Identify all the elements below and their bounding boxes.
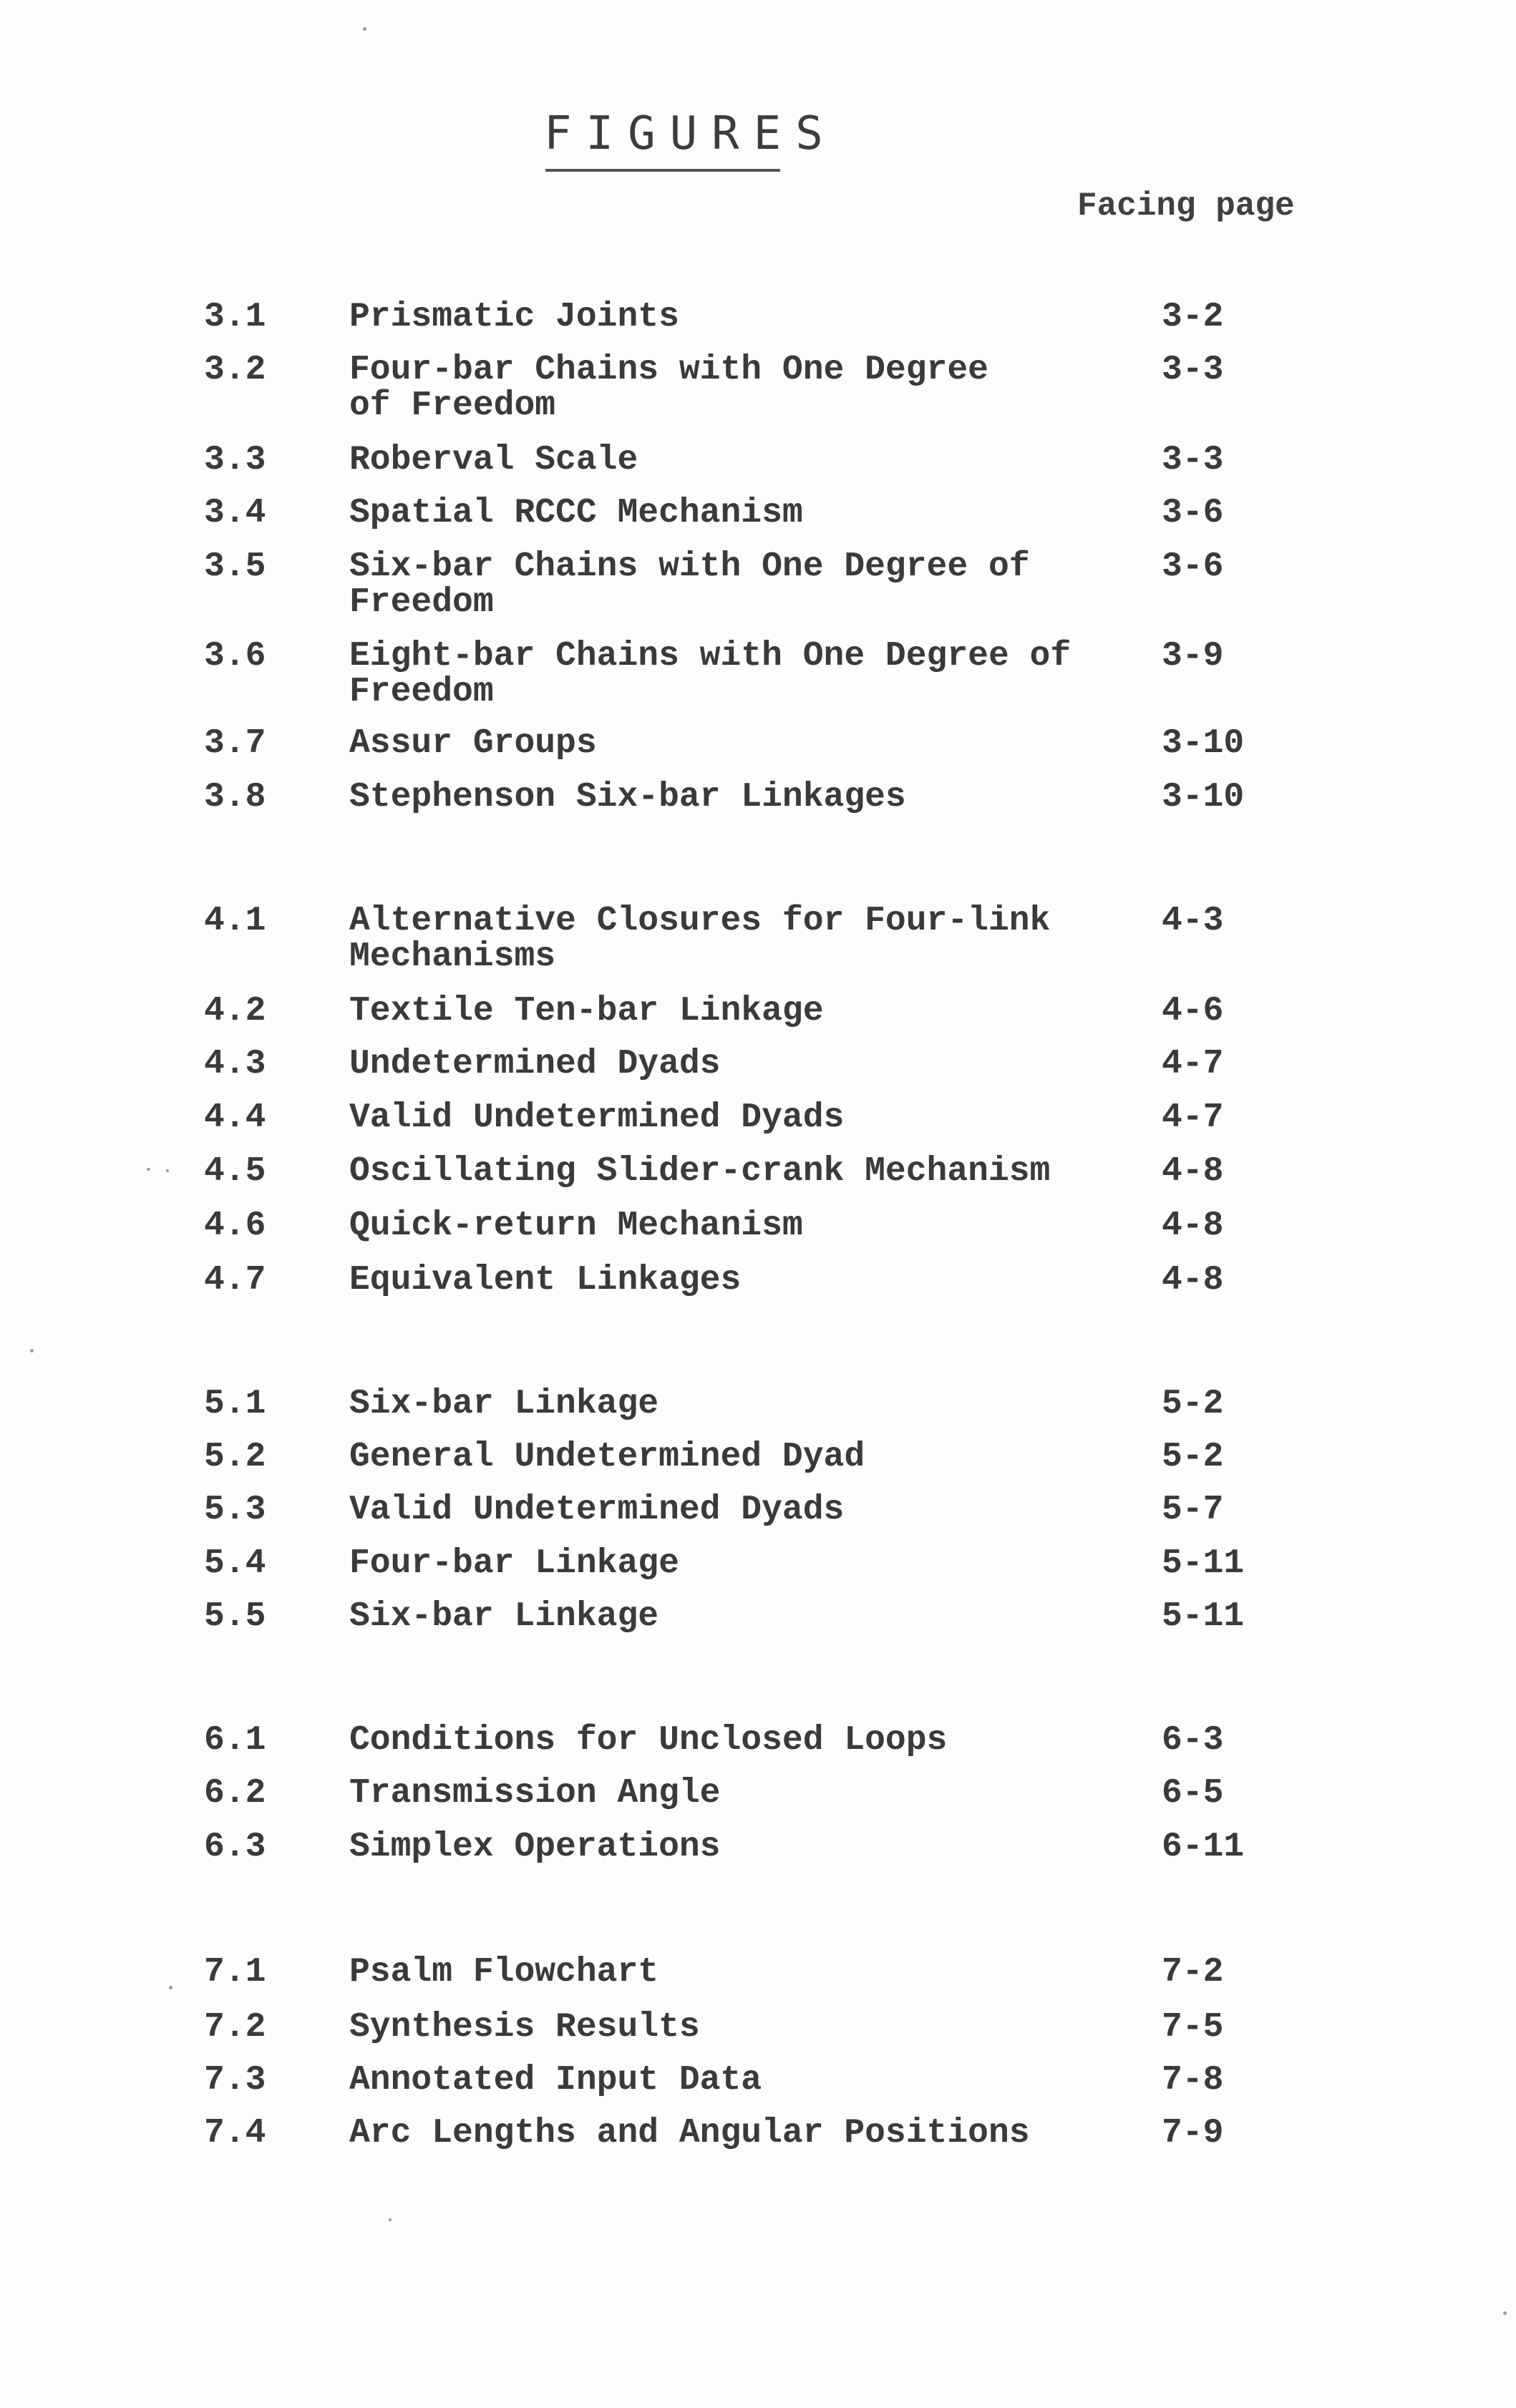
figure-number: 5.2 [204,1438,266,1476]
figure-title: Simplex Operations [349,1828,721,1866]
facing-page-header: Facing page [1077,187,1295,225]
figure-number: 7.3 [204,2061,266,2100]
figure-title: Alternative Closures for Four-link Mechanisms [349,902,1051,976]
figure-number: 4.5 [204,1152,266,1191]
figure-number: 3.7 [204,724,266,763]
scan-speck [169,1986,173,1989]
figure-page-ref: 3-2 [1162,298,1224,336]
figure-page-ref: 4-8 [1162,1261,1224,1300]
figure-number: 5.1 [204,1385,266,1423]
figure-number: 5.5 [204,1597,266,1636]
scan-speck [363,27,366,31]
scan-speck [1503,2311,1507,2315]
figure-title: Roberval Scale [349,441,638,479]
figure-number: 3.4 [204,494,266,532]
figure-page-ref: 4-8 [1162,1152,1224,1191]
figure-page-ref: 7-2 [1162,1953,1224,1992]
figure-page-ref: 7-5 [1162,2008,1224,2047]
figure-page-ref: 5-2 [1162,1385,1224,1423]
figure-number: 6.1 [204,1721,266,1760]
figure-page-ref: 5-2 [1162,1438,1224,1476]
title-underline [545,169,780,172]
figure-number: 3.2 [204,351,266,389]
figure-title: Oscillating Slider-crank Mechanism [349,1152,1051,1191]
figure-title: Annotated Input Data [349,2061,762,2100]
figure-page-ref: 3-10 [1162,724,1245,763]
figure-title: Arc Lengths and Angular Positions [349,2114,1030,2153]
scan-speck [389,2218,392,2221]
figure-page-ref: 4-3 [1162,902,1224,940]
figure-page-ref: 4-7 [1162,1098,1224,1137]
figure-page-ref: 3-9 [1162,637,1224,676]
figure-number: 3.5 [204,547,266,586]
figure-number: 7.4 [204,2114,266,2153]
figure-number: 3.3 [204,441,266,479]
figure-title: Spatial RCCC Mechanism [349,494,803,532]
figure-title: Psalm Flowchart [349,1953,659,1992]
figure-page-ref: 3-6 [1162,494,1224,532]
figure-page-ref: 3-10 [1162,778,1245,817]
figure-title: General Undetermined Dyad [349,1438,865,1476]
figure-number: 4.4 [204,1098,266,1137]
figure-number: 7.1 [204,1953,266,1992]
figure-title: Undetermined Dyads [349,1045,721,1083]
figure-title: Prismatic Joints [349,298,679,336]
scan-speck [30,1349,34,1352]
figure-title: Six-bar Chains with One Degree of Freedom [349,547,1030,622]
figure-page-ref: 7-8 [1162,2061,1224,2100]
figure-number: 7.2 [204,2008,266,2047]
figure-title: Textile Ten-bar Linkage [349,992,824,1030]
figure-number: 6.2 [204,1774,266,1813]
figure-title: Eight-bar Chains with One Degree of Freedom [349,637,1072,711]
figure-title: Valid Undetermined Dyads [349,1098,845,1137]
figure-number: 3.8 [204,778,266,817]
scan-speck [166,1169,169,1172]
figure-number: 4.3 [204,1045,266,1083]
figure-title: Six-bar Linkage [349,1597,659,1636]
figure-title: Equivalent Linkages [349,1261,742,1300]
figure-page-ref: 4-7 [1162,1045,1224,1083]
figure-title: Synthesis Results [349,2008,700,2047]
figure-number: 4.6 [204,1207,266,1245]
figure-title: Four-bar Chains with One Degree of Freedom [349,351,988,425]
figure-number: 4.2 [204,992,266,1030]
figure-title: Stephenson Six-bar Linkages [349,778,906,817]
figure-page-ref: 6-5 [1162,1774,1224,1813]
figure-number: 3.1 [204,298,266,336]
figure-title: Valid Undetermined Dyads [349,1491,845,1529]
figure-page-ref: 6-11 [1162,1828,1245,1866]
page-title: FIGURES [544,107,837,160]
figure-page-ref: 5-7 [1162,1491,1224,1529]
figure-number: 5.4 [204,1544,266,1583]
figure-title: Four-bar Linkage [349,1544,679,1583]
figure-number: 4.1 [204,902,266,940]
figure-title: Conditions for Unclosed Loops [349,1721,948,1760]
figure-number: 4.7 [204,1261,266,1300]
figure-page-ref: 6-3 [1162,1721,1224,1760]
figure-title: Six-bar Linkage [349,1385,659,1423]
figure-number: 3.6 [204,637,266,676]
figure-page-ref: 3-3 [1162,441,1224,479]
figure-title: Quick-return Mechanism [349,1207,803,1245]
figure-title: Transmission Angle [349,1774,721,1813]
figure-number: 6.3 [204,1828,266,1866]
figure-page-ref: 3-6 [1162,547,1224,586]
figure-title: Assur Groups [349,724,597,763]
scan-speck [147,1168,150,1171]
figure-page-ref: 5-11 [1162,1544,1245,1583]
figure-page-ref: 5-11 [1162,1597,1245,1636]
figure-page-ref: 4-8 [1162,1207,1224,1245]
figure-page-ref: 7-9 [1162,2114,1224,2153]
figure-page-ref: 3-3 [1162,351,1224,389]
figure-page-ref: 4-6 [1162,992,1224,1030]
figure-number: 5.3 [204,1491,266,1529]
